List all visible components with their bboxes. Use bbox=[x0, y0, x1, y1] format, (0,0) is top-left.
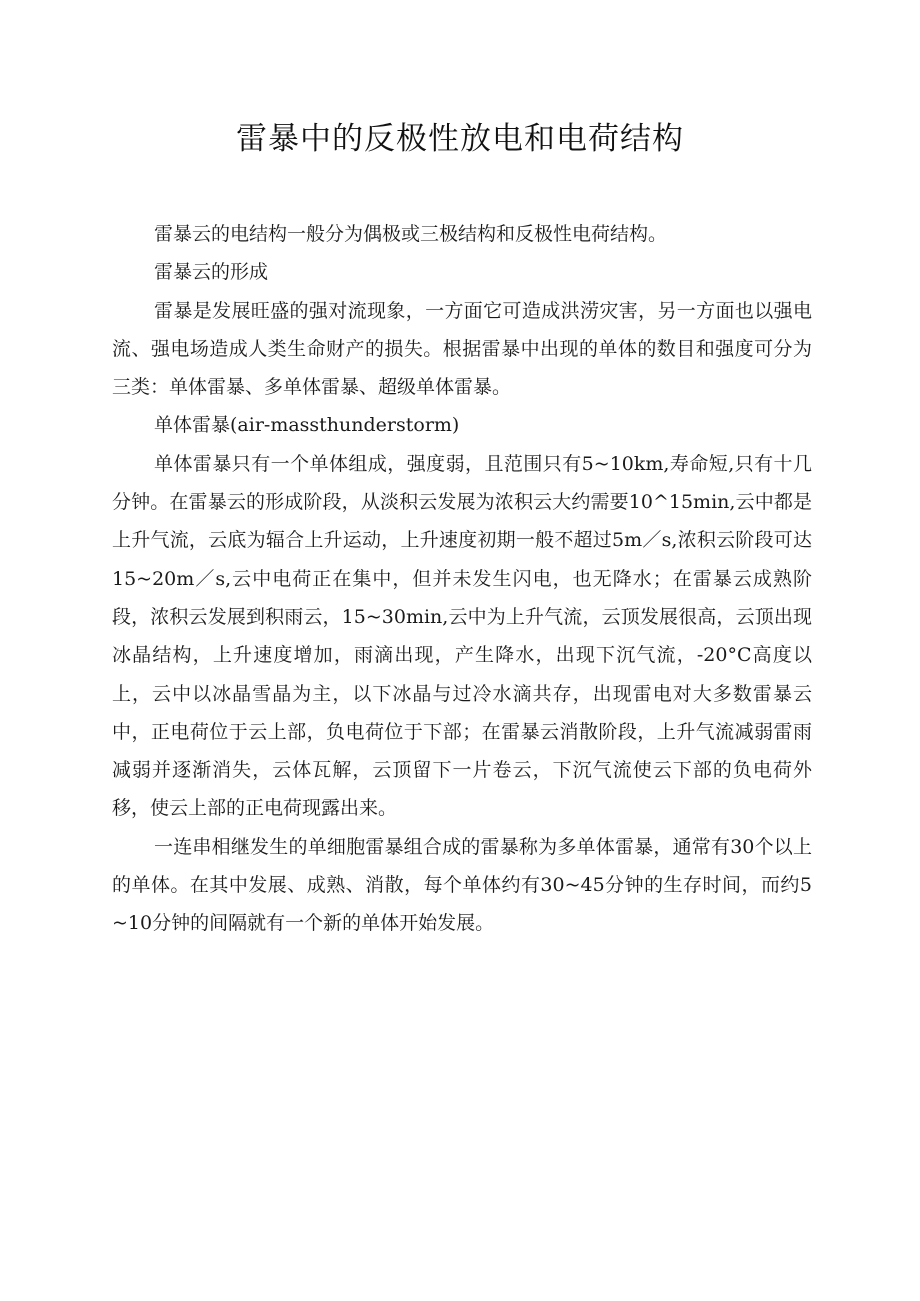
paragraph-heading-formation: 雷暴云的形成 bbox=[154, 261, 269, 284]
paragraph-intro: 雷暴云的电结构一般分为偶极或三极结构和反极性电荷结构。 bbox=[154, 223, 668, 245]
document-title: 雷暴中的反极性放电和电荷结构 bbox=[236, 121, 684, 157]
paragraph-multi-cell: 一连串相继发生的单细胞雷暴组合成的雷暴称为多单体雷暴，通常有30个以上的单体。在其中发展、成熟、消散，每个单体约有30~45分钟的生存时间，而约5~10分钟的间隔就有一个新的单体开始发展。 bbox=[112, 835, 812, 935]
document-body bbox=[112, 215, 812, 943]
paragraph-thunderstorm-overview: 雷暴是发展旺盛的强对流现象，一方面它可造成洪涝灾害，另一方面也以强电流、强电场造成人类生命财产的损失。根据雷暴中出现的单体的数目和强度可分为三类：单体雷暴、多单体雷暴、超级单体雷暴。 bbox=[112, 299, 812, 399]
paragraph-single-cell-detail: 单体雷暴只有一个单体组成，强度弱，且范围只有5~10km,寿命短,只有十几分钟。在雷暴云的形成阶段，从淡积云发展为浓积云大约需要10^15min,云中都是上升气流，云底为辐合上升运动，上升速度初期一般不超过5m／s,浓积云阶段可达15~20m／s,云中电荷正在集中，但并未发生闪电，也无降水；在雷暴云成熟阶段，浓积云发展到积雨云，15~30min,云中为上升气流，云顶发展很高，云顶出现冰晶结构，上升速度增加，雨滴出现，产生降水，出现下沉气流，-20°C高度以上，云中以冰晶雪晶为主，以下冰晶与过冷水滴共存，出现雷电对大多数雷暴云中，正电荷位于云上部，负电荷位于下部；在雷暴云消散阶段，上升气流减弱雷雨减弱并逐渐消失，云体瓦解，云顶留下一片卷云，下沉气流使云下部的负电荷外移，使云上部的正电荷现露出来。 bbox=[112, 452, 812, 820]
paragraph-heading-single-cell: 单体雷暴(air-massthunderstorm) bbox=[154, 414, 460, 437]
